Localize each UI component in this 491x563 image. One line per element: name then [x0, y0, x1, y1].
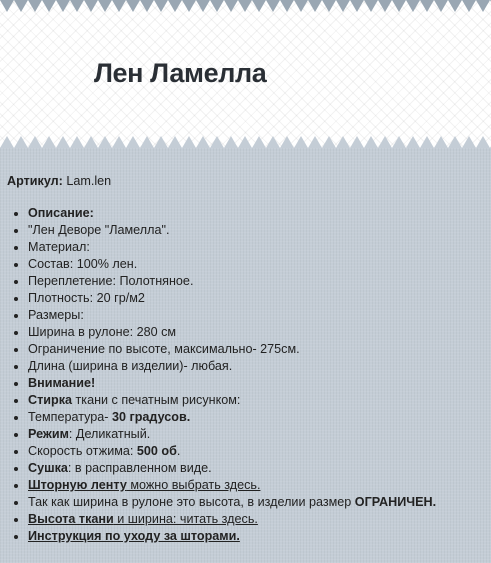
- list-item: [28, 443, 489, 460]
- list-item: [28, 256, 489, 273]
- list-item: [28, 239, 489, 256]
- attention-label: Внимание!: [28, 376, 96, 390]
- list-item: [28, 392, 489, 409]
- material-label: Материал:: [28, 240, 90, 254]
- list-item: [28, 528, 489, 545]
- page-title: Лен Ламелла: [94, 58, 267, 88]
- product-details: [7, 173, 489, 545]
- length: Длина (ширина в изделии)- любая.: [28, 359, 233, 373]
- list-item: [28, 341, 489, 358]
- list-item: [28, 324, 489, 341]
- care-instructions-label: Инструкция по уходу за шторами.: [28, 529, 240, 543]
- temperature-value: 30 градусов.: [111, 410, 191, 424]
- composition: Состав: 100% лен.: [28, 257, 138, 271]
- curtain-tape-link[interactable]: [28, 478, 260, 492]
- curtain-tape-link-bold: Шторную ленту: [28, 478, 127, 492]
- zigzag-border-top: [0, 0, 491, 14]
- list-item: [28, 307, 489, 324]
- wash-text: ткани с печатным рисунком:: [72, 393, 241, 407]
- list-item: [28, 460, 489, 477]
- list-item: [28, 409, 489, 426]
- list-item: [28, 477, 489, 494]
- list-item: [28, 222, 489, 239]
- care-instructions-link[interactable]: [28, 529, 240, 543]
- list-item: [28, 511, 489, 528]
- product-name: "Лен Деворе "Ламелла".: [28, 223, 170, 237]
- list-item: [28, 494, 489, 511]
- mode-text: : Деликатный.: [68, 427, 151, 441]
- fabric-height-link[interactable]: [28, 512, 258, 526]
- list-item: [28, 426, 489, 443]
- roll-width: Ширина в рулоне: 280 см: [28, 325, 177, 339]
- spin-value: 500 об: [136, 444, 177, 458]
- height-limit: Ограничение по высоте, максимально- 275см.: [28, 342, 300, 356]
- header-banner: [0, 0, 491, 148]
- curtain-tape-link-text: можно выбрать здесь.: [126, 478, 261, 492]
- density: Плотность: 20 гр/м2: [28, 291, 145, 305]
- description-label: Описание:: [28, 206, 94, 220]
- fabric-height-link-bold: Высота ткани: [28, 512, 114, 526]
- list-item: [28, 375, 489, 392]
- drying-text: : в расправленном виде.: [67, 461, 212, 475]
- wash-label: Стирка: [28, 393, 73, 407]
- article-label: Артикул:: [7, 174, 63, 188]
- list-item: [28, 290, 489, 307]
- list-item: [28, 205, 489, 222]
- temperature-label: Температура-: [28, 410, 112, 424]
- list-item: [28, 273, 489, 290]
- weave: Переплетение: Полотняное.: [28, 274, 194, 288]
- fabric-height-link-text: и ширина: читать здесь.: [113, 512, 258, 526]
- spin-end: .: [176, 444, 181, 458]
- sizes-label: Размеры:: [28, 308, 84, 322]
- article-value: Lam.len: [66, 174, 112, 188]
- spec-list: [7, 205, 489, 545]
- spin-label: Скорость отжима:: [28, 444, 137, 458]
- list-item: [28, 358, 489, 375]
- size-limit-text: Так как ширина в рулоне это высота, в изделии размер: [28, 495, 355, 509]
- drying-label: Сушка: [28, 461, 68, 475]
- zigzag-border-bottom: [0, 134, 491, 148]
- size-limit-bold: ОГРАНИЧЕН.: [354, 495, 437, 509]
- article-line: [7, 173, 489, 190]
- mode-label: Режим: [28, 427, 69, 441]
